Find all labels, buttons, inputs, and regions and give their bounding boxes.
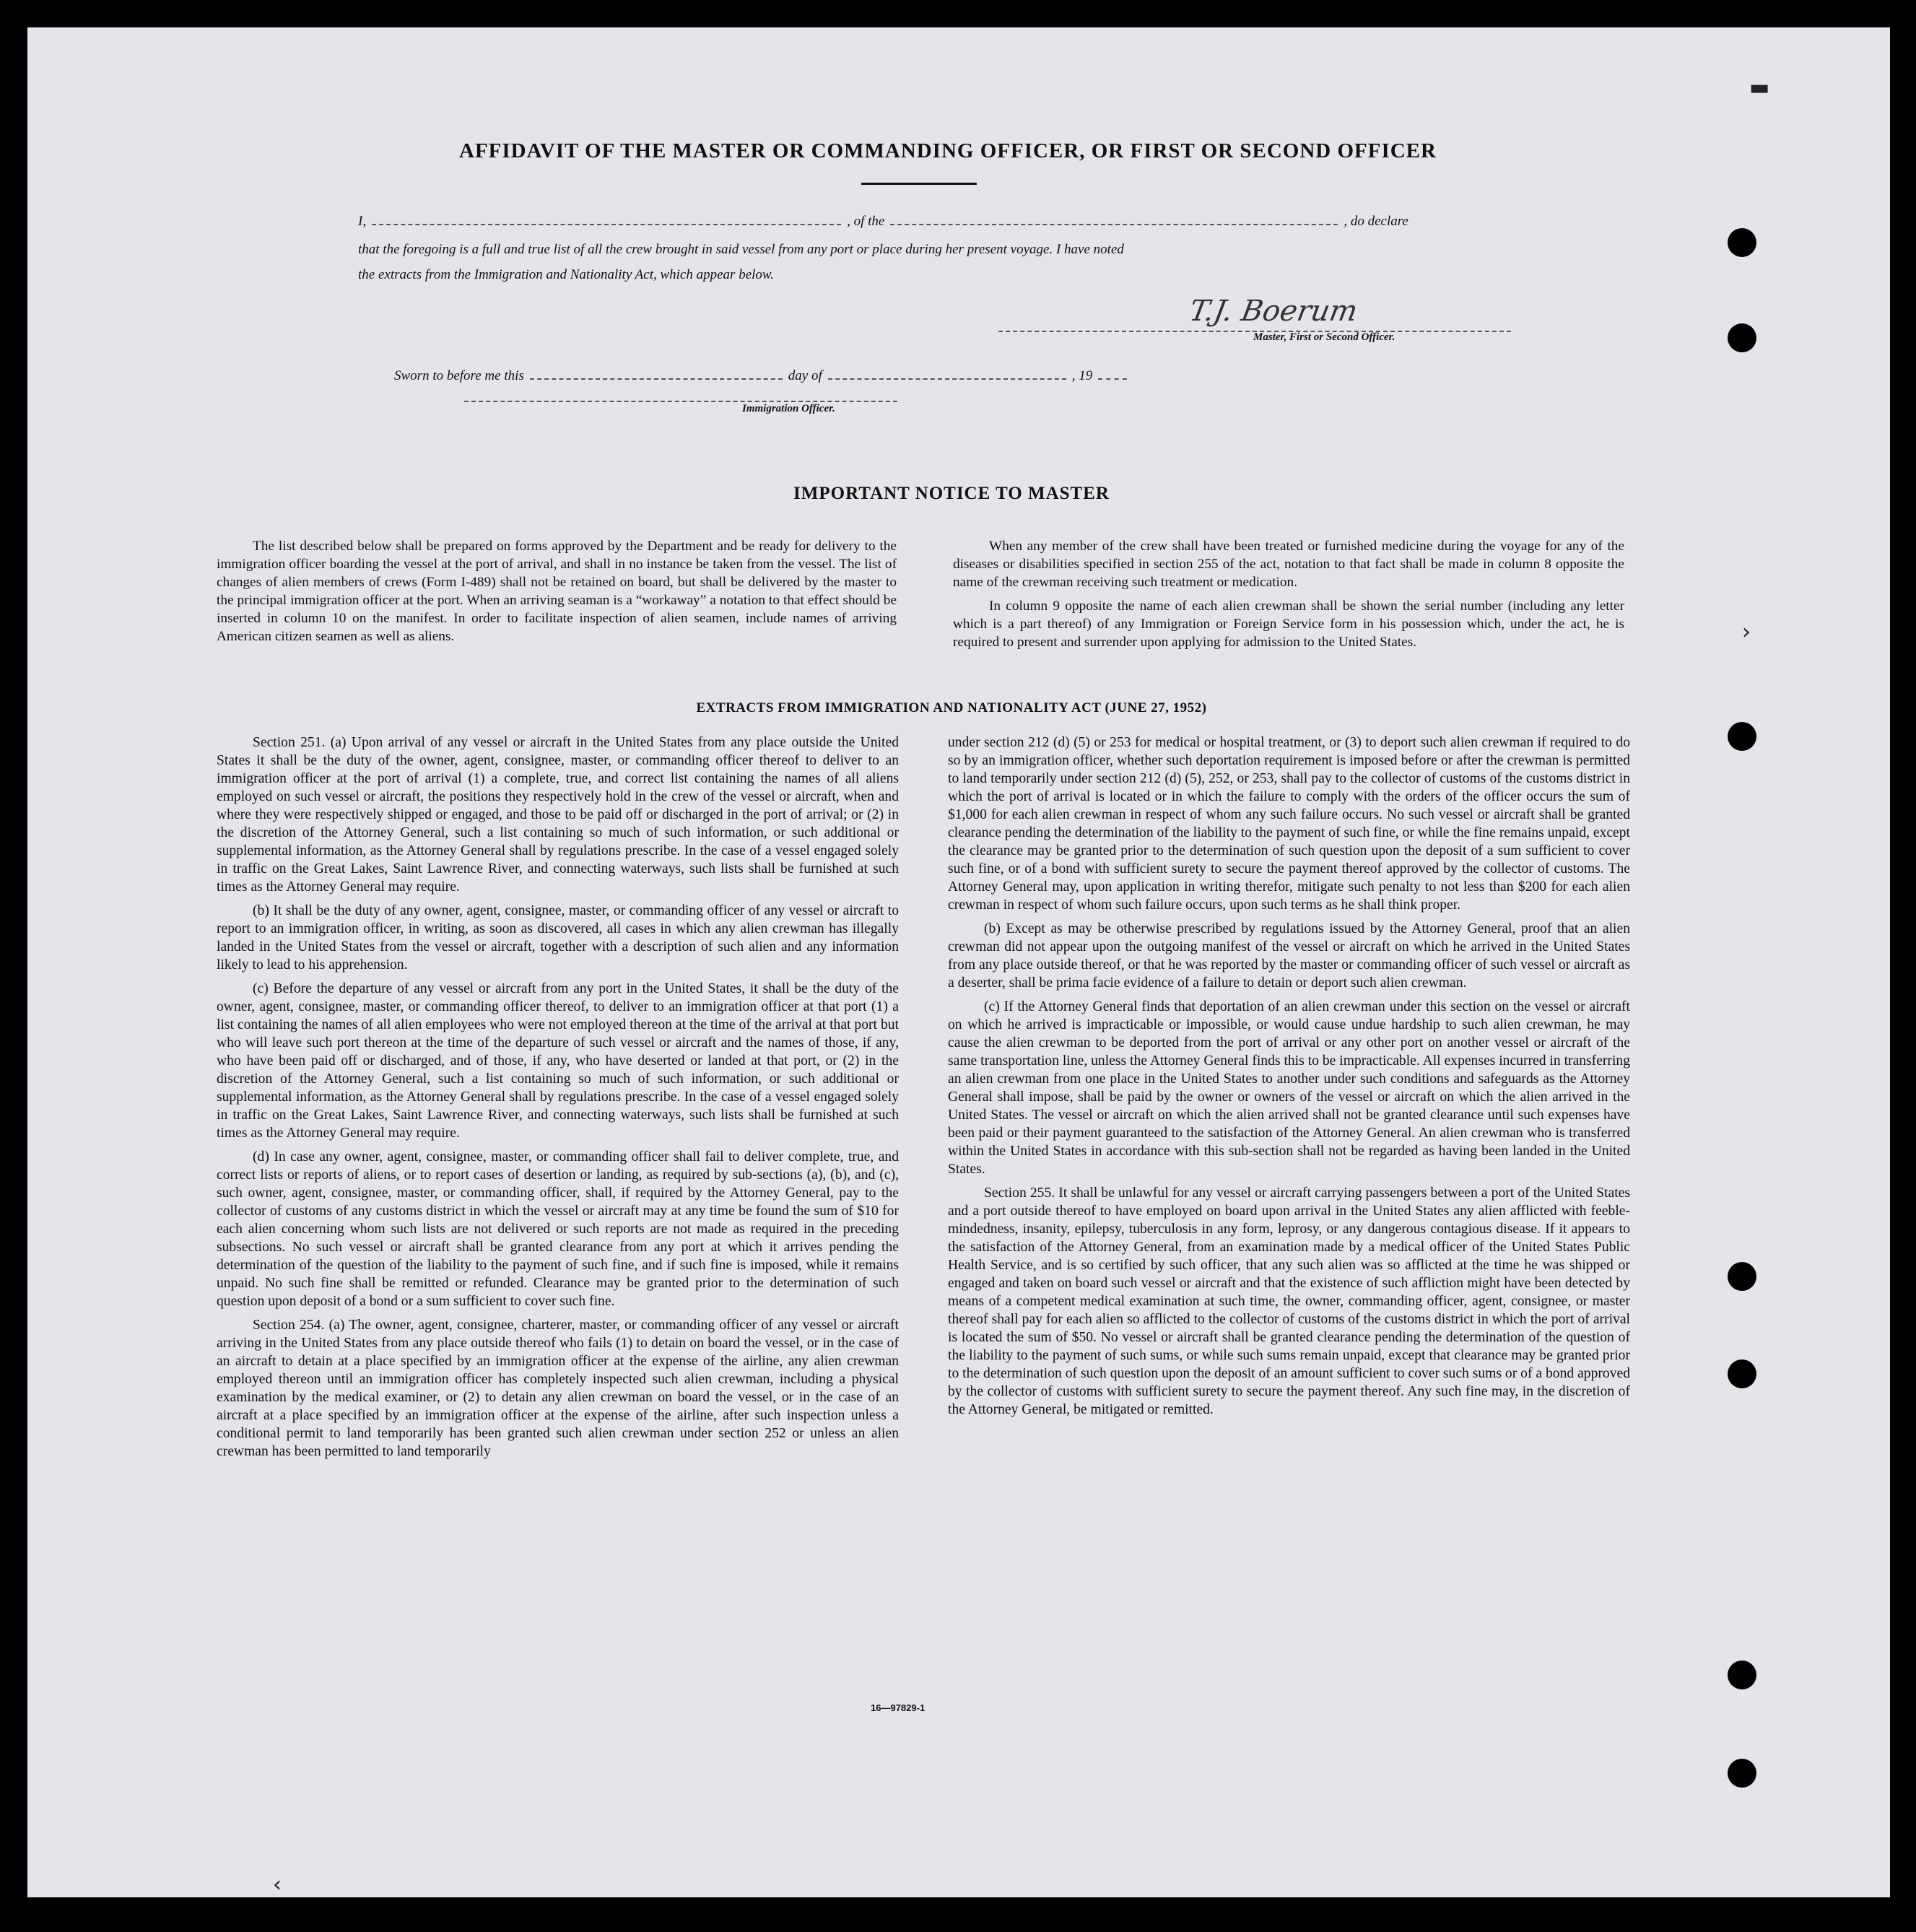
- declaration-line-1: [358, 208, 1513, 235]
- sworn-prefix: Sworn to before me this: [394, 368, 524, 383]
- law-paragraph: (b) Except as may be otherwise prescribed by regulations issued by the Attorney General, proof that an alien crewman did not appear upon the outgoing manifest of the vessel or aircraft on which he arrived in the United States from any place outside thereof, or that he was reported by the master or commanding officer of such vessel or aircraft as a deserter, shall be prima facie evidence of a failure to detain or deport such alien crewman.: [948, 921, 1630, 991]
- law-paragraph: Section 251. (a) Upon arrival of any vessel or aircraft in the United States from any place outside the United States it shall be the duty of the owner, agent, consignee, master, or commanding officer thereof to deliver to an immigration officer at the port of arrival (1) a complete, true, and correct list containing the names of all aliens employed on such vessel or aircraft, the positions they respectively hold in the crew of the vessel or aircraft, when and where they were respectively shipped or engaged, and those to be paid off or discharged in the port of arrival; or (2) in the discretion of the Attorney General, such a list containing so much of such information, or such additional or supplemental information, as the Attorney General shall by regulations prescribe. In the case of a vessel engaged solely in traffic on the Great Lakes, Saint Lawrence River, and connecting waterways, such lists shall be furnished at such times as the Attorney General may require.: [217, 735, 899, 895]
- master-signature-label: Master, First or Second Officer.: [1253, 331, 1395, 343]
- law-paragraph: Section 255. It shall be unlawful for any vessel or aircraft carrying passengers between a port of the United States and a port outside thereof to have employed on board upon arrival in the United States any alien afflicted with feeble-mindedness, insanity, epilepsy, tuberculosis in any form, leprosy, or any dangerous contagious disease. If it appears to the satisfaction of the Attorney General, from an examination made by a medical officer of the United States Public Health Service, and is so certified by such officer, that any such alien was so afflicted at the time he was shipped or engaged and taken on board such vessel or aircraft and that the existence of such affliction might have been detected by means of a competent medical examination at such time, the owner, commanding officer, agent, consignee, or master thereof shall pay for each alien so afflicted to the collector of customs of the customs district in which the port of arrival is located the sum of $50. No vessel or aircraft shall be granted clearance pending the determination of the question of the liability to the payment of such sums, or while such sums remain unpaid, except that clearance may be granted prior to the determination of such question upon the deposit of an amount sufficient to cover such sums or of a bond approved by the collector of customs with sufficient surety to secure the payment thereof. Any such fine may, in the discretion of the Attorney General, be mitigated or remitted.: [948, 1185, 1630, 1417]
- extracts-right-column: [948, 734, 1630, 1424]
- notice-left-column: [217, 537, 897, 651]
- extracts-left-column: [217, 734, 899, 1466]
- declaration-i: I,: [358, 214, 367, 229]
- affidavit-title: AFFIDAVIT OF THE MASTER OR COMMANDING OFFICER, OR FIRST OR SECOND OFFICER: [459, 139, 1437, 162]
- name-field[interactable]: [372, 211, 841, 225]
- declaration-do-declare: , do declare: [1344, 214, 1408, 229]
- immigration-officer-signature-line[interactable]: [464, 401, 897, 402]
- binder-hole: [1728, 1262, 1756, 1291]
- title-rule: [861, 183, 977, 185]
- binder-hole: [1728, 323, 1756, 352]
- notice-paragraph: The list described below shall be prepared on forms approved by the Department and be ready for delivery to the immigration officer boarding the vessel at the port of arrival, and shall in no instance be taken from the vessel. The list of changes of alien members of crews (Form I-489) shall not be retained on board, but shall be delivered by the master to the principal immigration officer at the port. When an arriving seaman is a “workaway” a notation to that effect should be inserted in column 10 on the manifest. In order to facilitate inspection of alien seamen, include names of arriving American citizen seamen as well as aliens.: [217, 539, 897, 644]
- binder-hole: [1728, 722, 1756, 751]
- notice-paragraph: In column 9 opposite the name of each alien crewman shall be shown the serial number (including any letter which is a part thereof) of any Immigration or Foreign Service form in his possession which, under the act, he is required to present and surrender upon applying for admission to the United States.: [953, 599, 1624, 650]
- sworn-year-prefix: , 19: [1071, 368, 1093, 383]
- law-paragraph: (b) It shall be the duty of any owner, agent, consignee, master, or commanding officer of any vessel or aircraft to report to an immigration officer, in writing, as soon as discovered, all cases in which any alien crewman has illegally landed in the United States from the vessel or aircraft, together with a description of such alien and any information likely to lead to his apprehension.: [217, 903, 899, 972]
- vessel-field[interactable]: [890, 211, 1338, 225]
- notice-paragraph: When any member of the crew shall have been treated or furnished medicine during the voyage for any of the diseases or disabilities specified in section 255 of the act, notation to that fact shall be made in column 8 opposite the name of the crewman receiving such treatment or medication.: [953, 539, 1624, 590]
- scan-mark: ▬: [1749, 75, 1770, 100]
- binder-hole: [1728, 228, 1756, 257]
- form-number: 16—97829-1: [871, 1702, 926, 1713]
- law-paragraph: (d) In case any owner, agent, consignee, master, or commanding officer shall fail to deliver complete, true, and correct lists or reports of aliens, or to report cases of desertion or landing, as required by sub-sections (a), (b), and (c), such owner, agent, consignee, master, or commanding officer, shall, if required by the Attorney General, pay to the collector of customs of any customs district in which the vessel or aircraft may at any time be found the sum of $10 for each alien concerning whom such lists are not delivered or such reports are not made as required in the preceding subsections. No such vessel or aircraft shall be granted clearance from any port at which it arrives pending the determination of the question of the liability to the payment of such fine, and if such fine is imposed, while it remains unpaid. No such fine shall be remitted or refunded. Clearance may be granted prior to the determination of such question upon deposit of a bond or a sum sufficient to cover such fine.: [217, 1149, 899, 1309]
- sworn-day-of: day of: [788, 368, 822, 383]
- declaration-of-the: , of the: [847, 214, 885, 229]
- document-page: [27, 27, 1890, 1897]
- sworn-date-field[interactable]: [530, 365, 783, 380]
- notice-right-column: [953, 537, 1624, 657]
- declaration-line-3: the extracts from the Immigration and Nationality Act, which appear below.: [358, 267, 774, 282]
- immigration-officer-label: Immigration Officer.: [742, 403, 835, 414]
- master-signature: T.J. Boerum: [1186, 295, 1360, 328]
- sworn-line: [394, 365, 1133, 384]
- binder-hole: [1728, 1759, 1756, 1788]
- binder-hole: [1728, 1359, 1756, 1388]
- notice-title: IMPORTANT NOTICE TO MASTER: [793, 484, 1110, 503]
- extracts-title: EXTRACTS FROM IMMIGRATION AND NATIONALITY ACT (JUNE 27, 1952): [696, 700, 1207, 715]
- law-paragraph: (c) Before the departure of any vessel or aircraft from any port in the United States, it shall be the duty of the owner, agent, consignee, master, or commanding officer thereof, to deliver to an immigration officer at that port (1) a list containing the names of all alien employees who were not employed thereon at the time of the arrival at that port but who will leave such port thereon at the time of the departure of such vessel or aircraft and the names of those, if any, who have been paid off or discharged, and of those, if any, who have deserted or landed at that port, or (2) in the discretion of the Attorney General, such a list containing so much of such information, or such additional or supplemental information, as the Attorney General shall by regulations prescribe. In the case of a vessel engaged solely in traffic on the Great Lakes, Saint Lawrence River, and connecting waterways, such lists shall be furnished at such times as the Attorney General may require.: [217, 981, 899, 1141]
- scan-mark: ‹: [273, 1872, 282, 1897]
- law-paragraph: Section 254. (a) The owner, agent, consignee, charterer, master, or commanding officer of any vessel or aircraft arriving in the United States from any place outside thereof who fails (1) to detain on board the vessel, or in the case of an aircraft to detain at a place specified by an immigration officer at the expense of the airline, any alien crewman employed thereon until an immigration officer has completely inspected such alien crewman, including a physical examination by the medical examiner, or (2) to detain any alien crewman on board the vessel, or in the case of an aircraft at a place specified by an immigration officer at the expense of the airline, after such inspection unless a conditional permit to land temporarily has been granted such alien crewman under section 252 or unless an alien crewman has been permitted to land temporarily: [217, 1318, 899, 1459]
- binder-hole: [1728, 1661, 1756, 1689]
- declaration-line-2: that the foregoing is a full and true list of all the crew brought in said vessel from any port or place during her present voyage. I have noted: [358, 242, 1124, 257]
- scan-mark: ›: [1742, 619, 1751, 645]
- sworn-month-field[interactable]: [828, 365, 1066, 380]
- law-paragraph: (c) If the Attorney General finds that deportation of an alien crewman under this section on the vessel or aircraft on which he arrived is impracticable or impossible, or would cause undue hardship to such alien crewman, he may cause the alien crewman to be deported from the port of arrival or any other port on another vessel or aircraft of the same transportation line, unless the Attorney General finds this to be impracticable. All expenses incurred in transferring an alien crewman from one place in the United States to another under such conditions and safeguards as the Attorney General shall impose, shall be paid by the owner or owners of the vessel or aircraft on which the alien arrived in the United States. The vessel or aircraft on which the alien arrived shall not be granted clearance until such expenses have been paid or their payment guaranteed to the satisfaction of the Attorney General. An alien crewman who is transferred within the United States in accordance with this sub-section shall not be regarded as having been landed in the United States.: [948, 999, 1630, 1177]
- law-paragraph-continued: under section 212 (d) (5) or 253 for medical or hospital treatment, or (3) to deport such alien crewman if required to do so by an immigration officer, whether such deportation requirement is imposed before or after the crewman is permitted to land temporarily under section 212 (d) (5), 252, or 253, shall pay to the collector of customs of the customs district in which the port of arrival is located or in which the failure to comply with the orders of the officer occurs the sum of $1,000 for each alien crewman in respect of whom any such failure occurs. No such vessel or aircraft shall be granted clearance pending the determination of the liability to the payment of such fine, or while the fine remains unpaid, except the clearance may be granted prior to the determination of such question upon the deposit of a sum sufficient to cover such fine, or of a bond with sufficient surety to secure the payment thereof approved by the collector of customs. The Attorney General may, upon application in writing therefor, mitigate such penalty to not less than $200 for each alien crewman in respect of whom such failure occurs, upon such terms as he shall think proper.: [948, 735, 1630, 913]
- sworn-year-field[interactable]: [1098, 365, 1127, 380]
